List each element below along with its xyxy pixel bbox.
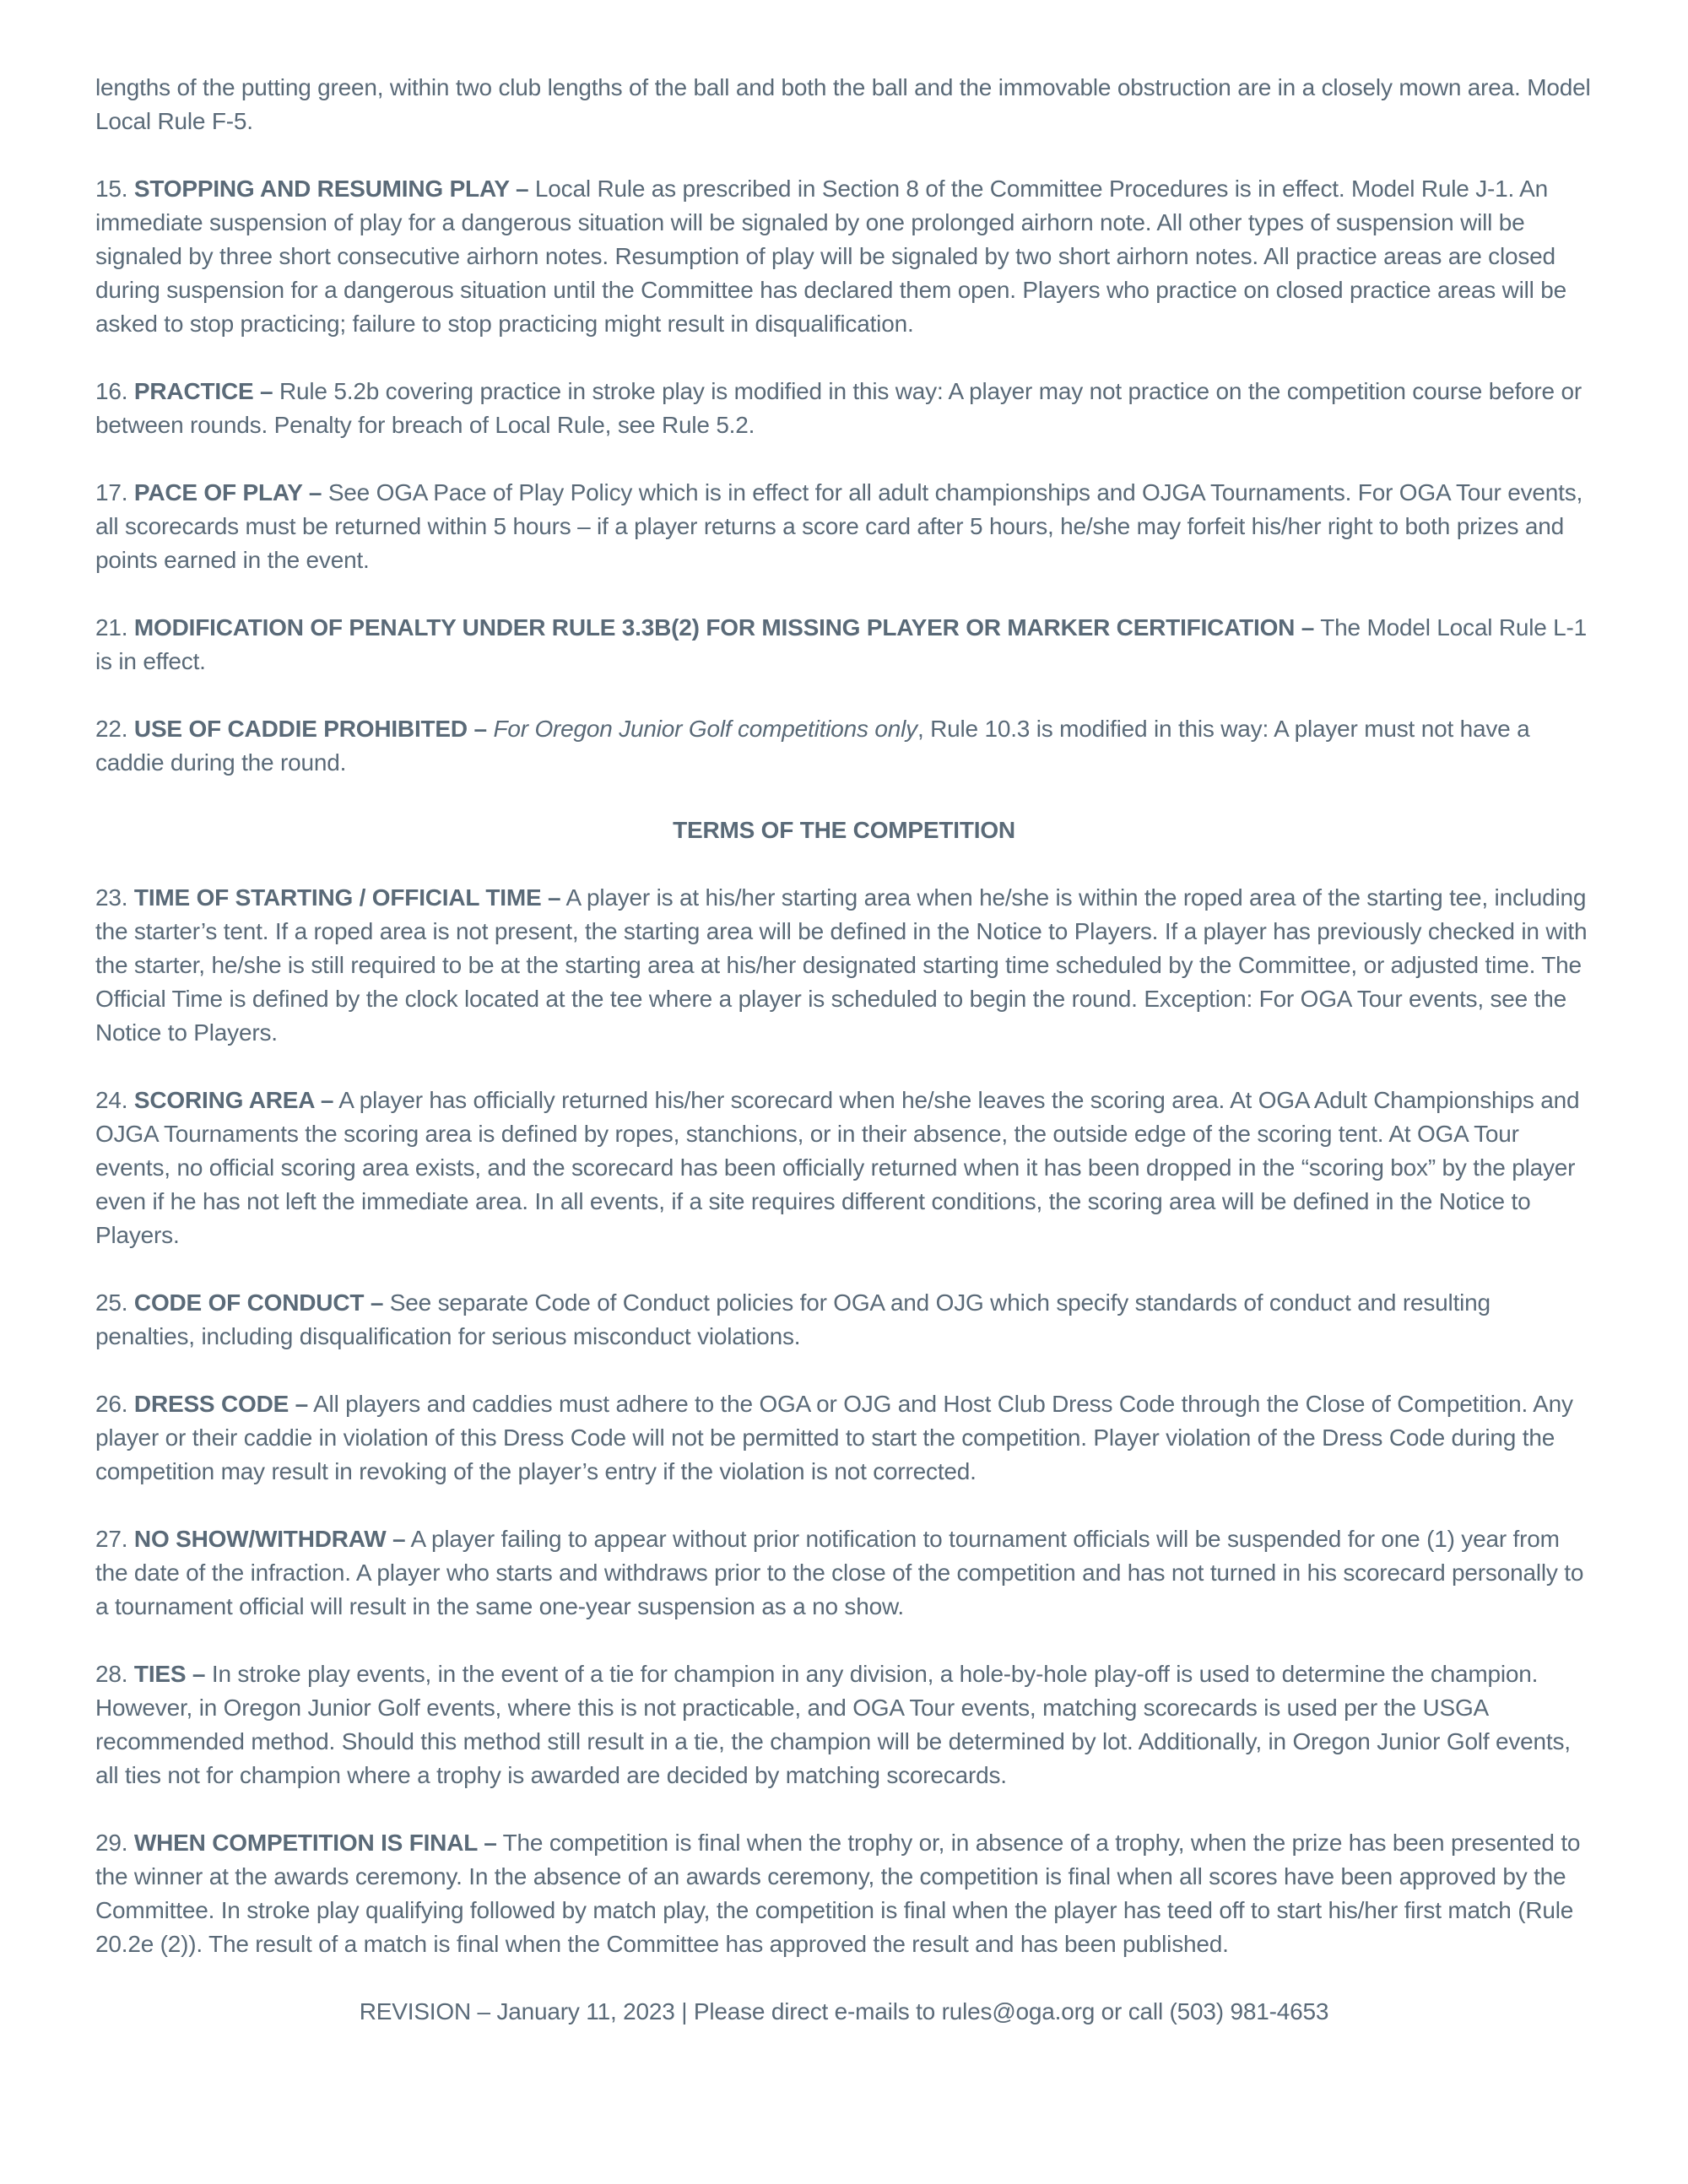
rule-body: A player has officially returned his/her scorecard when he/she leaves the scoring area. At OGA Adult Championships and OJGA Tournaments the scoring area is defined by ropes, stanchions, or in their absence, the outside edge of the scoring tent. At OGA Tour events, no official scoring area exists, and the scorecard has been officially returned when it has been dropped in the “scoring box” by the player even if he has not left the immediate area. In all events, if a site requires different conditions, the scoring area will be defined in the Notice to Players.: [95, 1087, 1580, 1248]
rule-28: [95, 1657, 1593, 1792]
rule-body: In stroke play events, in the event of a tie for champion in any division, a hole-by-hole play-off is used to determine the champion. However, in Oregon Junior Golf events, where this is not practicable, and OGA Tour events, matching scorecards is used per the USGA recommended method. Should this method still result in a tie, the champion will be determined by lot. Additionally, in Oregon Junior Golf events, all ties not for champion where a trophy is awarded are decided by matching scorecards.: [95, 1661, 1571, 1788]
rule-22: [95, 712, 1593, 780]
rule-15: [95, 172, 1593, 341]
rule-body: The Model Local Rule L-1 is in effect.: [95, 614, 1588, 674]
rule-number: 27.: [95, 1526, 128, 1552]
rule-number: 25.: [95, 1289, 128, 1316]
rule-title: WHEN COMPETITION IS FINAL –: [133, 1830, 497, 1856]
rule-number: 24.: [95, 1087, 128, 1113]
rule-number: 22.: [95, 716, 128, 742]
paragraph-text: lengths of the putting green, within two club lengths of the ball and both the ball and the immovable obstruction are in a closely mown area. Model Local Rule F-5.: [95, 74, 1591, 134]
rule-17: [95, 476, 1593, 577]
rule-italic-clause: For Oregon Junior Golf competitions only: [493, 716, 917, 742]
rule-24: [95, 1084, 1593, 1252]
rule-title: TIME OF STARTING / OFFICIAL TIME –: [133, 884, 561, 911]
rule-title: TIES –: [133, 1661, 206, 1687]
continuation-paragraph: [95, 71, 1593, 138]
rule-body: All players and caddies must adhere to the OGA or OJG and Host Club Dress Code through the Close of Competition. Any player or their caddie in violation of this Dress Code will not be permitted to start the competition. Player violation of the Dress Code during the competition may result in revoking of the player’s entry if the violation is not corrected.: [95, 1391, 1573, 1484]
rule-number: 16.: [95, 378, 128, 404]
rule-title: CODE OF CONDUCT –: [133, 1289, 384, 1316]
rule-title: NO SHOW/WITHDRAW –: [133, 1526, 406, 1552]
rule-26: [95, 1387, 1593, 1489]
rule-number: 29.: [95, 1830, 128, 1856]
revision-footer: REVISION – January 11, 2023 | Please direct e-mails to rules@oga.org or call (503) 981-4653: [359, 1998, 1329, 2025]
rule-body: Rule 5.2b covering practice in stroke play is modified in this way: A player may not practice on the competition course before or between rounds. Penalty for breach of Local Rule, see Rule 5.2.: [95, 378, 1582, 438]
rule-title: DRESS CODE –: [133, 1391, 309, 1417]
rule-number: 26.: [95, 1391, 128, 1417]
rule-body: See OGA Pace of Play Policy which is in effect for all adult championships and OJGA Tournaments. For OGA Tour events, all scorecards must be returned within 5 hours – if a player returns a score card after 5 hours, he/she may forfeit his/her right to both prizes and points earned in the event.: [95, 479, 1583, 573]
rule-body: A player failing to appear without prior notification to tournament officials will be suspended for one (1) year from the date of the infraction. A player who starts and withdraws prior to the close of the competition and has not turned in his scorecard personally to a tournament official will result in the same one-year suspension as a no show.: [95, 1526, 1584, 1619]
rule-title: MODIFICATION OF PENALTY UNDER RULE 3.3B(2) FOR MISSING PLAYER OR MARKER CERTIFICATION –: [133, 614, 1315, 641]
rule-25: [95, 1286, 1593, 1354]
rule-number: 17.: [95, 479, 128, 505]
rule-number: 28.: [95, 1661, 128, 1687]
rule-title: STOPPING AND RESUMING PLAY –: [133, 176, 529, 202]
rule-16: [95, 375, 1593, 442]
rule-title: USE OF CADDIE PROHIBITED –: [133, 716, 487, 742]
rule-27: [95, 1522, 1593, 1624]
rule-23: [95, 881, 1593, 1050]
rule-title: PACE OF PLAY –: [133, 479, 322, 505]
rule-body: , Rule 10.3 is modified in this way: A player must not have a caddie during the round.: [95, 716, 1530, 776]
rule-number: 23.: [95, 884, 128, 911]
rule-29: [95, 1826, 1593, 1961]
rule-title: PRACTICE –: [133, 378, 273, 404]
rule-number: 21.: [95, 614, 128, 641]
rule-body: See separate Code of Conduct policies for OGA and OJG which specify standards of conduct and resulting penalties, including disqualification for serious misconduct violations.: [95, 1289, 1491, 1349]
rule-body: The competition is final when the trophy or, in absence of a trophy, when the prize has been presented to the winner at the awards ceremony. In the absence of an awards ceremony, the competition is final when all scores have been approved by the Committee. In stroke play qualifying followed by match play, the competition is final when the player has teed off to start his/her first match (Rule 20.2e (2)). The result of a match is final when the Committee has approved the result and has been published.: [95, 1830, 1581, 1957]
rule-body: A player is at his/her starting area when he/she is within the roped area of the starting tee, including the starter’s tent. If a roped area is not present, the starting area will be defined in the Notice to Players. If a player has previously checked in with the starter, he/she is still required to be at the starting area at his/her designated starting time scheduled by the Committee, or adjusted time. The Official Time is defined by the clock located at the tee where a player is scheduled to begin the round. Exception: For OGA Tour events, see the Notice to Players.: [95, 884, 1588, 1046]
rule-title: SCORING AREA –: [133, 1087, 334, 1113]
rule-body: Local Rule as prescribed in Section 8 of the Committee Procedures is in effect. Model Rule J-1. An immediate suspension of play for a dangerous situation will be signaled by one prolonged airhorn note. All other types of suspension will be signaled by three short consecutive airhorn notes. Resumption of play will be signaled by two short airhorn notes. All practice areas are closed during suspension for a dangerous situation until the Committee has declared them open. Players who practice on closed practice areas will be asked to stop practicing; failure to stop practicing might result in disqualification.: [95, 176, 1567, 337]
rule-21: [95, 611, 1593, 678]
rule-number: 15.: [95, 176, 128, 202]
terms-of-competition-heading: TERMS OF THE COMPETITION: [673, 817, 1015, 843]
